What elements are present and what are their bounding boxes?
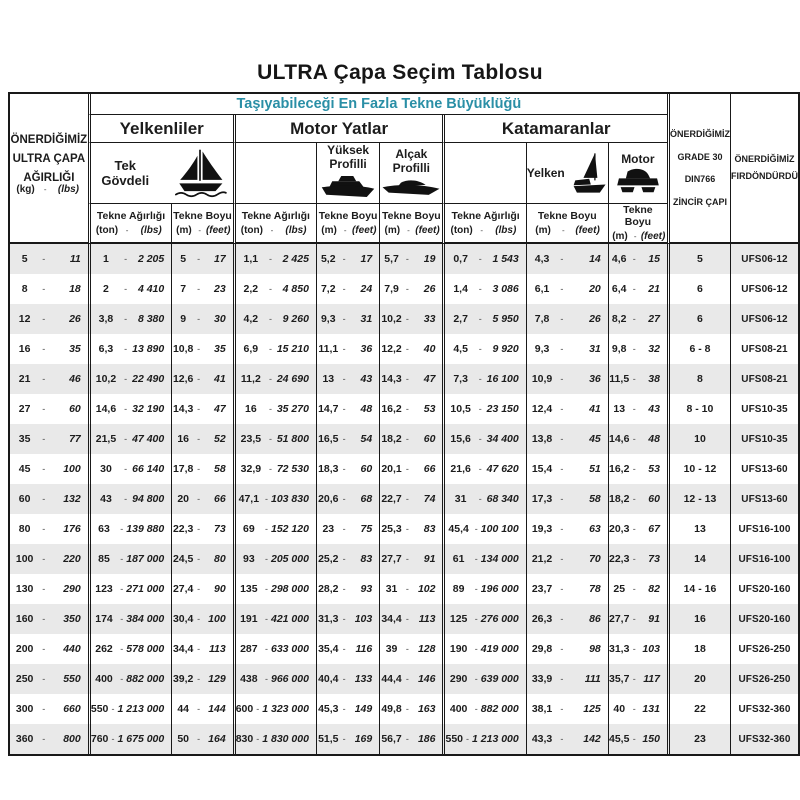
- sailboat-weight: 174 - 384 000: [88, 604, 171, 634]
- chain-diameter: 22: [667, 694, 730, 724]
- swivel-model: UFS32-360: [730, 694, 798, 724]
- swivel-model: UFS13-60: [730, 484, 798, 514]
- anchor-weight-range: 60 - 132: [18, 493, 81, 505]
- chain-diameter: 5: [667, 244, 730, 274]
- colhead-catamaran-weight: Tekne Ağırlığı (ton) - (lbs): [442, 204, 525, 244]
- motoryacht-weight: 6,9 - 15 210: [233, 334, 316, 364]
- sailboat-length: 16 - 52: [171, 424, 232, 454]
- table-row: [10, 244, 798, 274]
- chain-diameter: 14 - 16: [667, 574, 730, 604]
- swivel-model: UFS06-12: [730, 274, 798, 304]
- swivel-model: UFS20-160: [730, 604, 798, 634]
- chain-diameter: 6: [667, 304, 730, 334]
- motoryacht-weight: 4,2 - 9 260: [233, 304, 316, 334]
- chain-diameter: 10: [667, 424, 730, 454]
- catamaran-weight: 7,3 - 16 100: [442, 364, 525, 394]
- subtype-high-profile: Yüksek Profilli: [316, 143, 379, 204]
- catamaran-length-sail: 10,9 - 36: [526, 364, 608, 394]
- anchor-weight-header-title: ÖNERDİĞİMİZ ULTRA ÇAPA AĞIRLIĞI: [10, 133, 88, 184]
- motoryacht-length-low-profile: 27,7 - 91: [379, 544, 442, 574]
- motoryacht-length-high-profile: 9,3 - 31: [316, 304, 379, 334]
- chain-diameter: 16: [667, 604, 730, 634]
- catamaran-length-motor: 31,3 - 103: [608, 634, 667, 664]
- table-row: [10, 544, 798, 574]
- catamaran-weight: 15,6 - 34 400: [442, 424, 525, 454]
- sailboat-weight: 14,6 - 32 190: [88, 394, 171, 424]
- motoryacht-length-high-profile: 23 - 75: [316, 514, 379, 544]
- sailboat-length: 9 - 30: [171, 304, 232, 334]
- sailboat-weight: 550 - 1 213 000: [88, 694, 171, 724]
- anchor-weight-range: 45 - 100: [18, 463, 81, 475]
- motoryacht-weight: 23,5 - 51 800: [233, 424, 316, 454]
- max-boat-size-banner: Taşıyabileceği En Fazla Tekne Büyüklüğü: [88, 94, 667, 115]
- motoryacht-length-low-profile: 5,7 - 19: [379, 244, 442, 274]
- motoryacht-length-high-profile: 14,7 - 48: [316, 394, 379, 424]
- catamaran-weight: 89 - 196 000: [442, 574, 525, 604]
- sailboat-length: 24,5 - 80: [171, 544, 232, 574]
- motoryacht-length-low-profile: 18,2 - 60: [379, 424, 442, 454]
- table-row: [10, 574, 798, 604]
- chain-diameter: 13: [667, 514, 730, 544]
- chain-diameter: 10 - 12: [667, 454, 730, 484]
- sailboat-length: 14,3 - 47: [171, 394, 232, 424]
- anchor-weight-range: 21 - 46: [18, 373, 81, 385]
- motoryacht-length-low-profile: 49,8 - 163: [379, 694, 442, 724]
- chain-diameter: 8 - 10: [667, 394, 730, 424]
- motoryacht-length-low-profile: 25,3 - 83: [379, 514, 442, 544]
- sailboat-weight: 2 - 4 410: [88, 274, 171, 304]
- sailboat-weight: 760 - 1 675 000: [88, 724, 171, 754]
- sailboat-weight: 21,5 - 47 400: [88, 424, 171, 454]
- catamaran-length-sail: 7,8 - 26: [526, 304, 608, 334]
- table-row: [10, 424, 798, 454]
- table-row: [10, 604, 798, 634]
- sailboat-length: 30,4 - 100: [171, 604, 232, 634]
- table-row: [10, 454, 798, 484]
- catamaran-length-sail: 26,3 - 86: [526, 604, 608, 634]
- chain-diameter: 23: [667, 724, 730, 754]
- swivel-model: UFS16-100: [730, 514, 798, 544]
- catamaran-weight: 10,5 - 23 150: [442, 394, 525, 424]
- table-row: [10, 364, 798, 394]
- sailboat-length: 27,4 - 90: [171, 574, 232, 604]
- catamaran-length-sail: 33,9 - 111: [526, 664, 608, 694]
- swivel-model: UFS26-250: [730, 664, 798, 694]
- subtype-low-profile: Alçak Profilli: [379, 143, 442, 204]
- table-row: [10, 514, 798, 544]
- chain-diameter: 6: [667, 274, 730, 304]
- catamaran-weight: 190 - 419 000: [442, 634, 525, 664]
- catamaran-weight: 31 - 68 340: [442, 484, 525, 514]
- catamaran-length-sail: 43,3 - 142: [526, 724, 608, 754]
- colhead-sailboat-weight: Tekne Ağırlığı (ton) - (lbs): [88, 204, 171, 244]
- catamaran-length-sail: 4,3 - 14: [526, 244, 608, 274]
- sailboat-weight: 30 - 66 140: [88, 454, 171, 484]
- catamaran-weight: 400 - 882 000: [442, 694, 525, 724]
- motoryacht-length-low-profile: 7,9 - 26: [379, 274, 442, 304]
- catamaran-length-motor: 35,7 - 117: [608, 664, 667, 694]
- motoryacht-weight: 47,1 - 103 830: [233, 484, 316, 514]
- motoryacht-weight: 11,2 - 24 690: [233, 364, 316, 394]
- motoryacht-length-high-profile: 35,4 - 116: [316, 634, 379, 664]
- table-row: [10, 304, 798, 334]
- motoryacht-weight: 135 - 298 000: [233, 574, 316, 604]
- anchor-weight-range: 100 - 220: [15, 553, 81, 565]
- catamaran-length-motor: 22,3 - 73: [608, 544, 667, 574]
- sailboat-weight: 3,8 - 8 380: [88, 304, 171, 334]
- sailboat-length: 39,2 - 129: [171, 664, 232, 694]
- motoryacht-weight: 32,9 - 72 530: [233, 454, 316, 484]
- catamaran-weight: 61 - 134 000: [442, 544, 525, 574]
- table-row: [10, 724, 798, 754]
- catamaran-weight: 21,6 - 47 620: [442, 454, 525, 484]
- catamaran-weight: 290 - 639 000: [442, 664, 525, 694]
- sailboat-length: 20 - 66: [171, 484, 232, 514]
- anchor-weight-range: 300 - 660: [15, 703, 81, 715]
- anchor-weight-units: (kg) - (lbs): [16, 183, 79, 195]
- catamaran-length-sail: 12,4 - 41: [526, 394, 608, 424]
- swivel-model: UFS16-100: [730, 544, 798, 574]
- motoryacht-weight: 191 - 421 000: [233, 604, 316, 634]
- catamaran-weight: 4,5 - 9 920: [442, 334, 525, 364]
- catamaran-length-motor: 20,3 - 67: [608, 514, 667, 544]
- anchor-weight-range: 12 - 26: [18, 313, 81, 325]
- chain-diameter: 18: [667, 634, 730, 664]
- colhead-catamaran-length-sail: Tekne Boyu (m) - (feet): [526, 204, 608, 244]
- anchor-weight-range: 250 - 550: [15, 673, 81, 685]
- sailboat-weight: 1 - 2 205: [88, 244, 171, 274]
- motoryacht-length-low-profile: 39 - 128: [379, 634, 442, 664]
- subtype-monohull: Tek Gövdeli: [88, 143, 233, 204]
- sailboat-weight: 123 - 271 000: [88, 574, 171, 604]
- swivel-model: UFS08-21: [730, 364, 798, 394]
- swivel-model: UFS06-12: [730, 304, 798, 334]
- motoryacht-length-high-profile: 16,5 - 54: [316, 424, 379, 454]
- motoryacht-length-high-profile: 11,1 - 36: [316, 334, 379, 364]
- anchor-weight-header-cell: [10, 94, 88, 244]
- sailboat-length: 10,8 - 35: [171, 334, 232, 364]
- motoryacht-weight: 830 - 1 830 000: [233, 724, 316, 754]
- catamaran-length-sail: 9,3 - 31: [526, 334, 608, 364]
- subtype-spacer-motor: [233, 143, 316, 204]
- motoryacht-length-low-profile: 20,1 - 66: [379, 454, 442, 484]
- table-row: [10, 334, 798, 364]
- chain-diameter-header-cell: ÖNERDİĞİMİZ GRADE 30 DIN766 ZİNCİR ÇAPI: [667, 94, 730, 244]
- colhead-catamaran-length-motor: Tekne Boyu (m) - (feet): [608, 204, 667, 244]
- chain-diameter: 20: [667, 664, 730, 694]
- swivel-model: UFS13-60: [730, 454, 798, 484]
- anchor-weight-range: 80 - 176: [18, 523, 81, 535]
- motoryacht-length-low-profile: 16,2 - 53: [379, 394, 442, 424]
- motor-catamaran-icon: [615, 168, 661, 194]
- anchor-weight-range: 160 - 350: [15, 613, 81, 625]
- catamaran-length-sail: 23,7 - 78: [526, 574, 608, 604]
- catamaran-length-motor: 18,2 - 60: [608, 484, 667, 514]
- motoryacht-length-high-profile: 51,5 - 169: [316, 724, 379, 754]
- motoryacht-weight: 16 - 35 270: [233, 394, 316, 424]
- swivel-model: UFS10-35: [730, 394, 798, 424]
- section-motor-yachts: Motor Yatlar: [233, 115, 443, 143]
- chain-diameter: 8: [667, 364, 730, 394]
- sailboat-weight: 10,2 - 22 490: [88, 364, 171, 394]
- sailboat-weight: 63 - 139 880: [88, 514, 171, 544]
- motoryacht-weight: 438 - 966 000: [233, 664, 316, 694]
- catamaran-length-motor: 13 - 43: [608, 394, 667, 424]
- sailboat-length: 7 - 23: [171, 274, 232, 304]
- motoryacht-weight: 69 - 152 120: [233, 514, 316, 544]
- sailboat-weight: 262 - 578 000: [88, 634, 171, 664]
- subtype-catamaran-motor: Motor: [608, 143, 667, 204]
- motoryacht-length-high-profile: 7,2 - 24: [316, 274, 379, 304]
- catamaran-length-motor: 40 - 131: [608, 694, 667, 724]
- high-profile-yacht-icon: [318, 173, 378, 203]
- motoryacht-weight: 93 - 205 000: [233, 544, 316, 574]
- anchor-weight-range: 130 - 290: [15, 583, 81, 595]
- anchor-weight-range: 27 - 60: [18, 403, 81, 415]
- colhead-motoryacht-weight: Tekne Ağırlığı (ton) - (lbs): [233, 204, 316, 244]
- catamaran-length-sail: 38,1 - 125: [526, 694, 608, 724]
- catamaran-length-motor: 14,6 - 48: [608, 424, 667, 454]
- section-catamarans: Katamaranlar: [442, 115, 666, 143]
- swivel-model: UFS20-160: [730, 574, 798, 604]
- anchor-weight-range: 5 - 11: [21, 253, 81, 265]
- motoryacht-length-high-profile: 31,3 - 103: [316, 604, 379, 634]
- catamaran-weight: 1,4 - 3 086: [442, 274, 525, 304]
- motoryacht-length-high-profile: 13 - 43: [316, 364, 379, 394]
- catamaran-length-sail: 13,8 - 45: [526, 424, 608, 454]
- motoryacht-weight: 2,2 - 4 850: [233, 274, 316, 304]
- subtype-catamaran-sail: Yelken: [526, 143, 608, 204]
- swivel-model: UFS06-12: [730, 244, 798, 274]
- section-sailboats: Yelkenliler: [88, 115, 233, 143]
- catamaran-length-motor: 16,2 - 53: [608, 454, 667, 484]
- anchor-weight-range: 8 - 18: [21, 283, 81, 295]
- colhead-sailboat-length: Tekne Boyu (m) - (feet): [171, 204, 232, 244]
- swivel-model: UFS10-35: [730, 424, 798, 454]
- catamaran-length-motor: 25 - 82: [608, 574, 667, 604]
- sailboat-weight: 43 - 94 800: [88, 484, 171, 514]
- anchor-weight-range: 360 - 800: [15, 733, 81, 745]
- motoryacht-length-high-profile: 20,6 - 68: [316, 484, 379, 514]
- catamaran-weight: 45,4 - 100 100: [442, 514, 525, 544]
- motoryacht-length-high-profile: 28,2 - 93: [316, 574, 379, 604]
- motoryacht-length-low-profile: 34,4 - 113: [379, 604, 442, 634]
- catamaran-length-motor: 11,5 - 38: [608, 364, 667, 394]
- catamaran-length-motor: 4,6 - 15: [608, 244, 667, 274]
- sailboat-length: 50 - 164: [171, 724, 232, 754]
- sailboat-length: 5 - 17: [171, 244, 232, 274]
- anchor-weight-range: 200 - 440: [15, 643, 81, 655]
- motoryacht-length-low-profile: 14,3 - 47: [379, 364, 442, 394]
- chain-diameter: 14: [667, 544, 730, 574]
- sailboat-weight: 85 - 187 000: [88, 544, 171, 574]
- catamaran-length-motor: 27,7 - 91: [608, 604, 667, 634]
- anchor-weight-range: 16 - 35: [18, 343, 81, 355]
- motoryacht-length-high-profile: 18,3 - 60: [316, 454, 379, 484]
- motoryacht-length-high-profile: 40,4 - 133: [316, 664, 379, 694]
- motoryacht-length-low-profile: 12,2 - 40: [379, 334, 442, 364]
- catamaran-length-sail: 15,4 - 51: [526, 454, 608, 484]
- sail-catamaran-icon: [572, 150, 608, 196]
- colhead-motoryacht-length-low: Tekne Boyu (m) - (feet): [379, 204, 442, 244]
- motoryacht-length-low-profile: 22,7 - 74: [379, 484, 442, 514]
- catamaran-weight: 550 - 1 213 000: [442, 724, 525, 754]
- swivel-model: UFS32-360: [730, 724, 798, 754]
- sailboat-weight: 6,3 - 13 890: [88, 334, 171, 364]
- motoryacht-weight: 287 - 633 000: [233, 634, 316, 664]
- motoryacht-weight: 600 - 1 323 000: [233, 694, 316, 724]
- motoryacht-length-high-profile: 5,2 - 17: [316, 244, 379, 274]
- motoryacht-length-low-profile: 56,7 - 186: [379, 724, 442, 754]
- table-row: [10, 634, 798, 664]
- motoryacht-weight: 1,1 - 2 425: [233, 244, 316, 274]
- anchor-selection-table: [8, 92, 800, 756]
- table-row: [10, 394, 798, 424]
- sailboat-length: 22,3 - 73: [171, 514, 232, 544]
- catamaran-length-sail: 6,1 - 20: [526, 274, 608, 304]
- colhead-motoryacht-length-high: Tekne Boyu (m) - (feet): [316, 204, 379, 244]
- sailboat-length: 12,6 - 41: [171, 364, 232, 394]
- sailboat-length: 17,8 - 58: [171, 454, 232, 484]
- catamaran-length-sail: 21,2 - 70: [526, 544, 608, 574]
- catamaran-length-motor: 45,5 - 150: [608, 724, 667, 754]
- sailboat-icon: [167, 148, 233, 198]
- catamaran-length-motor: 9,8 - 32: [608, 334, 667, 364]
- chain-diameter: 12 - 13: [667, 484, 730, 514]
- sailboat-length: 34,4 - 113: [171, 634, 232, 664]
- catamaran-length-sail: 17,3 - 58: [526, 484, 608, 514]
- table-row: [10, 274, 798, 304]
- table-row: [10, 664, 798, 694]
- low-profile-yacht-icon: [381, 177, 441, 199]
- catamaran-length-sail: 29,8 - 98: [526, 634, 608, 664]
- subtype-spacer-catamaran: [442, 143, 525, 204]
- table-body: [10, 244, 798, 754]
- motoryacht-length-low-profile: 44,4 - 146: [379, 664, 442, 694]
- swivel-header-cell: ÖNERDİĞİMİZ FIRDÖNDÜRDÜ: [730, 94, 798, 244]
- catamaran-length-motor: 6,4 - 21: [608, 274, 667, 304]
- catamaran-weight: 2,7 - 5 950: [442, 304, 525, 334]
- swivel-model: UFS26-250: [730, 634, 798, 664]
- motoryacht-length-high-profile: 25,2 - 83: [316, 544, 379, 574]
- sailboat-weight: 400 - 882 000: [88, 664, 171, 694]
- catamaran-length-motor: 8,2 - 27: [608, 304, 667, 334]
- catamaran-weight: 0,7 - 1 543: [442, 244, 525, 274]
- catamaran-weight: 125 - 276 000: [442, 604, 525, 634]
- catamaran-length-sail: 19,3 - 63: [526, 514, 608, 544]
- swivel-model: UFS08-21: [730, 334, 798, 364]
- sailboat-length: 44 - 144: [171, 694, 232, 724]
- motoryacht-length-high-profile: 45,3 - 149: [316, 694, 379, 724]
- page-title: ULTRA Çapa Seçim Tablosu: [257, 61, 543, 84]
- motoryacht-length-low-profile: 10,2 - 33: [379, 304, 442, 334]
- chain-diameter: 6 - 8: [667, 334, 730, 364]
- anchor-weight-range: 35 - 77: [18, 433, 81, 445]
- motoryacht-length-low-profile: 31 - 102: [379, 574, 442, 604]
- table-row: [10, 694, 798, 724]
- table-row: [10, 484, 798, 514]
